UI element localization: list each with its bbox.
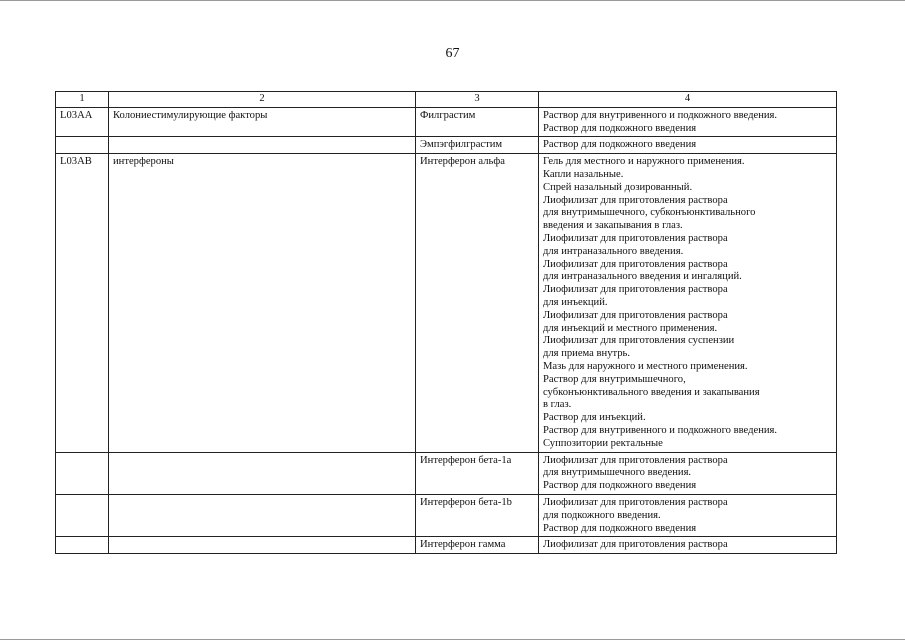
atc-code-cell-continued: [56, 452, 109, 494]
dosage-form-line: Лиофилизат для приготовления раствора: [543, 309, 728, 321]
atc-code-cell: L03AA: [56, 107, 109, 137]
dosage-form-line: Лиофилизат для приготовления раствора: [543, 194, 728, 206]
dosage-form-line: Суппозитории ректальные: [543, 437, 663, 449]
dosage-form-line: в глаз.: [543, 399, 572, 411]
dosage-form-line: Раствор для подкожного введения: [543, 139, 697, 151]
column-number-2: 2: [109, 92, 416, 108]
dosage-form-line: Раствор для инъекций.: [543, 412, 646, 424]
dosage-form-line: Гель для местного и наружного применения.: [543, 156, 745, 168]
scan-edge-line: [0, 0, 905, 1]
drug-name-cell: Филграстим: [416, 107, 539, 137]
header-row: [56, 92, 837, 108]
atc-code-cell-continued: [56, 137, 109, 154]
dosage-form-line: Раствор для внутривенного и подкожного введения.: [543, 109, 778, 121]
dosage-forms-cell: [539, 107, 837, 137]
drug-name-cell: Интерферон бета-1a: [416, 452, 539, 494]
drug-table: [55, 91, 837, 554]
group-name-cell-continued: [109, 452, 416, 494]
group-name-cell: Колониестимулирующие факторы: [109, 107, 416, 137]
drug-name-cell: Интерферон бета-1b: [416, 494, 539, 536]
dosage-form-line: Раствор для подкожного введения: [543, 480, 697, 492]
dosage-form-line: Капли назальные.: [543, 168, 624, 180]
dosage-form-line: субконъюнктивального введения и закапывания: [543, 386, 760, 398]
dosage-form-line: Лиофилизат для приготовления раствора: [543, 496, 728, 508]
dosage-forms-cell: [539, 452, 837, 494]
atc-code-cell-continued: [56, 494, 109, 536]
table-row: [56, 107, 837, 137]
dosage-form-line: Раствор для внутривенного и подкожного введения.: [543, 424, 778, 436]
dosage-form-line: Раствор для подкожного введения: [543, 522, 697, 534]
dosage-form-line: для приема внутрь.: [543, 348, 631, 360]
dosage-form-line: для инъекций.: [543, 296, 608, 308]
drug-name-cell: Интерферон альфа: [416, 154, 539, 452]
dosage-form-line: для внутримышечного, субконъюнктивального: [543, 207, 756, 219]
table-row: [56, 494, 837, 536]
dosage-form-line: для интраназального введения и ингаляций.: [543, 271, 742, 283]
dosage-form-line: Лиофилизат для приготовления раствора: [543, 284, 728, 296]
group-name-cell: интерфероны: [109, 154, 416, 452]
drug-name-cell: Интерферон гамма: [416, 537, 539, 554]
column-number-3: 3: [416, 92, 539, 108]
dosage-form-line: Мазь для наружного и местного применения.: [543, 360, 748, 372]
dosage-form-line: Лиофилизат для приготовления раствора: [543, 454, 728, 466]
table-row: [56, 452, 837, 494]
page-number: 67: [445, 46, 460, 61]
dosage-forms-cell: [539, 537, 837, 554]
dosage-form-line: Раствор для внутримышечного,: [543, 373, 686, 385]
dosage-forms-cell: [539, 154, 837, 452]
dosage-form-line: введения и закапывания в глаз.: [543, 220, 683, 232]
dosage-forms-cell: [539, 137, 837, 154]
dosage-form-line: Лиофилизат для приготовления суспензии: [543, 335, 735, 347]
atc-code-cell: L03AB: [56, 154, 109, 452]
atc-code-cell-continued: [56, 537, 109, 554]
dosage-form-line: для подкожного введения.: [543, 509, 661, 521]
dosage-form-line: для внутримышечного введения.: [543, 467, 692, 479]
table-row: [56, 137, 837, 154]
column-number-1: 1: [56, 92, 109, 108]
dosage-form-line: для интраназального введения.: [543, 245, 684, 257]
dosage-form-line: Лиофилизат для приготовления раствора: [543, 258, 728, 270]
table-row: [56, 537, 837, 554]
drug-name-cell: Эмпэгфилграстим: [416, 137, 539, 154]
group-name-cell-continued: [109, 537, 416, 554]
group-name-cell-continued: [109, 494, 416, 536]
group-name-cell-continued: [109, 137, 416, 154]
dosage-form-line: для инъекций и местного применения.: [543, 322, 718, 334]
dosage-form-line: Лиофилизат для приготовления раствора: [543, 539, 728, 551]
dosage-form-line: Раствор для подкожного введения: [543, 122, 697, 134]
dosage-form-line: Спрей назальный дозированный.: [543, 181, 693, 193]
column-number-4: 4: [539, 92, 837, 108]
dosage-forms-cell: [539, 494, 837, 536]
dosage-form-line: Лиофилизат для приготовления раствора: [543, 232, 728, 244]
table-row: [56, 154, 837, 452]
